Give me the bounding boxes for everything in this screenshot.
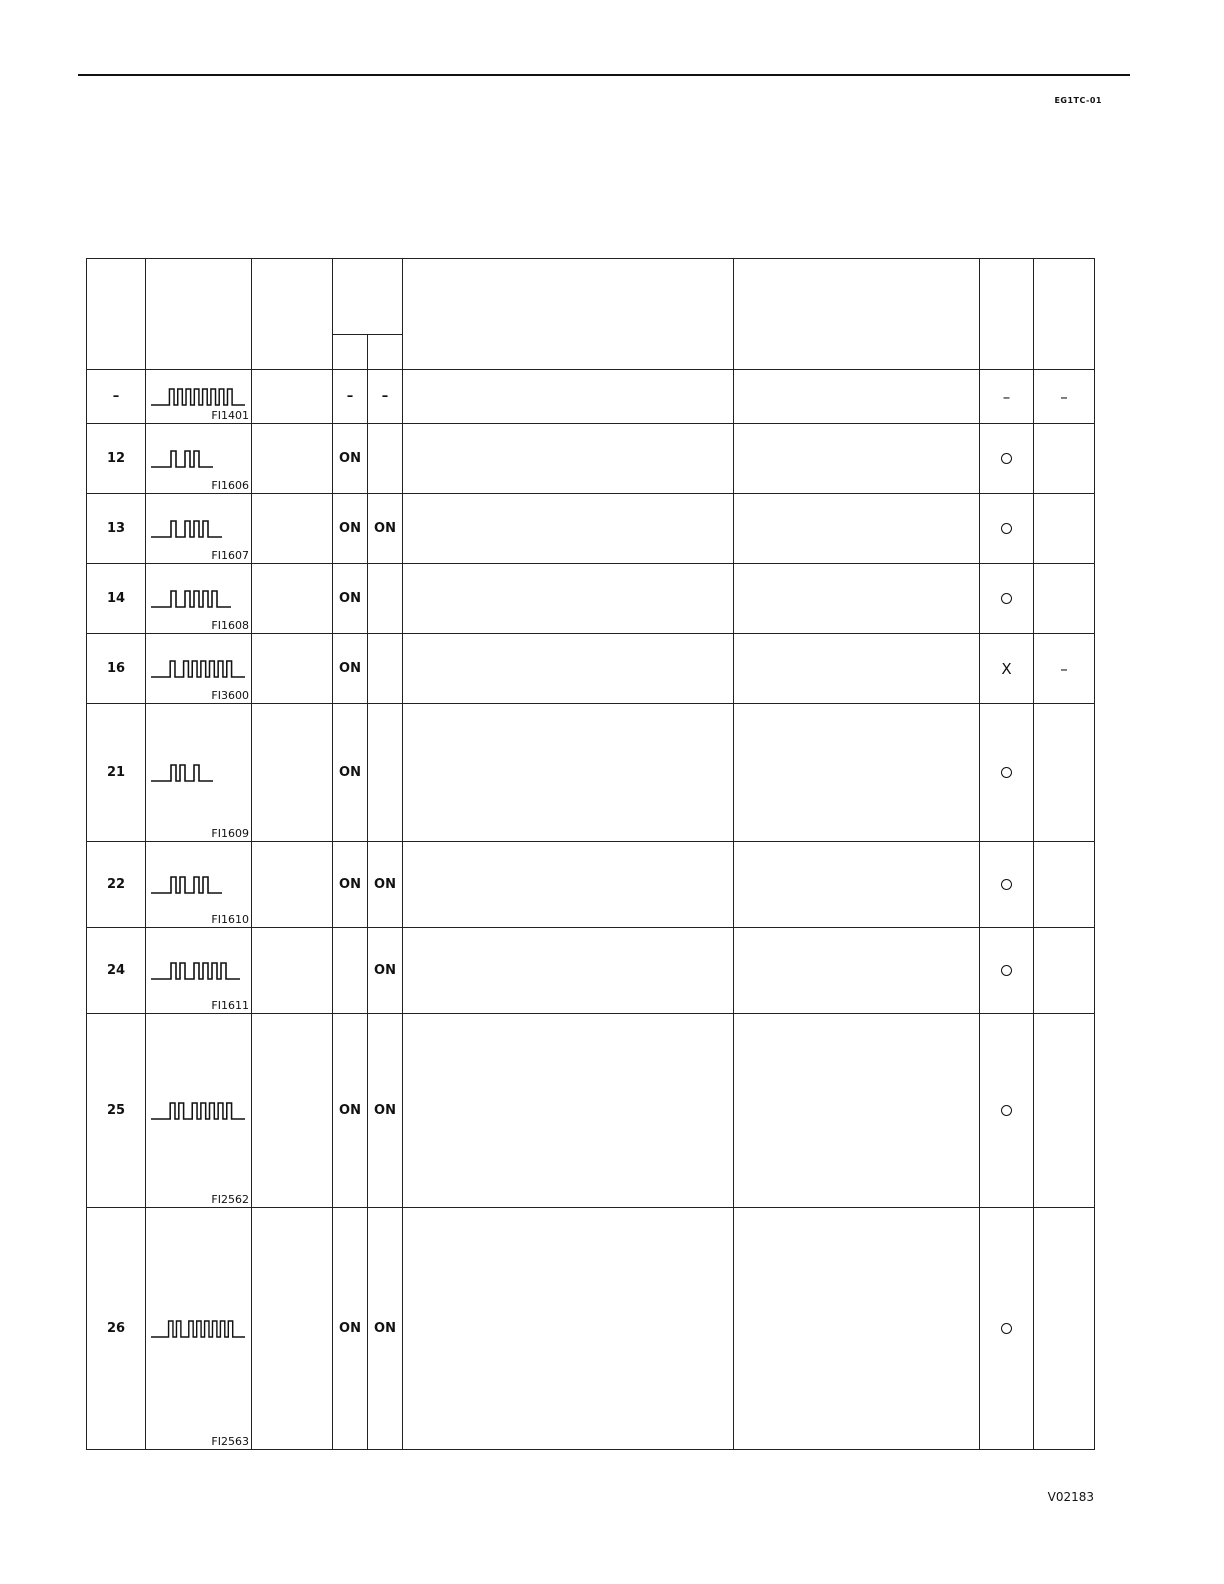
pulse-waveform-line [151, 1321, 245, 1337]
blank-cell [252, 564, 333, 634]
blink-pattern [146, 564, 252, 634]
pulse-waveform-line [151, 591, 231, 607]
pulse-waveform-line [151, 451, 213, 467]
mark-cell-b: – [1034, 634, 1095, 704]
table-row [87, 634, 1095, 704]
status-cell-a: ON [333, 704, 368, 842]
header-subcell-a [333, 335, 368, 370]
blank-cell [252, 494, 333, 564]
blink-pattern [146, 634, 252, 704]
status-cell-b [368, 424, 403, 494]
header-cell-7 [734, 259, 980, 370]
status-cell-a: ON [333, 842, 368, 928]
mark-cell-a [980, 424, 1034, 494]
figure-label: FI1610 [211, 913, 249, 926]
table-header-row-top [87, 259, 1095, 335]
blank-cell [252, 704, 333, 842]
blank-cell [734, 1014, 980, 1208]
blank-cell [252, 1014, 333, 1208]
figure-label: FI1608 [211, 619, 249, 632]
blank-cell [252, 424, 333, 494]
blank-cell [734, 370, 980, 424]
blink-pattern [146, 928, 252, 1014]
code-number: 21 [87, 704, 146, 842]
blank-cell [252, 842, 333, 928]
circle-mark-icon [1001, 593, 1012, 604]
table-row [87, 928, 1095, 1014]
table-row [87, 494, 1095, 564]
blank-cell [252, 370, 333, 424]
mark-cell-a [980, 928, 1034, 1014]
status-cell-b [368, 634, 403, 704]
figure-label: FI2563 [211, 1435, 249, 1448]
mark-cell-a: – [980, 370, 1034, 424]
header-cell-pattern [146, 259, 252, 370]
code-number: 16 [87, 634, 146, 704]
mark-cell-b [1034, 424, 1095, 494]
pulse-waveform-icon [151, 1099, 245, 1123]
blank-cell [403, 842, 734, 928]
mark-cell-b: – [1034, 370, 1095, 424]
pulse-waveform-icon [151, 657, 245, 681]
blink-pattern [146, 494, 252, 564]
circle-mark-icon [1001, 453, 1012, 464]
blank-cell [734, 704, 980, 842]
table-row [87, 424, 1095, 494]
figure-label: FI3600 [211, 689, 249, 702]
circle-mark-icon [1001, 1323, 1012, 1334]
mark-cell-b [1034, 494, 1095, 564]
circle-mark-icon [1001, 965, 1012, 976]
top-rule [78, 74, 1130, 76]
table-row [87, 1014, 1095, 1208]
blank-cell [252, 634, 333, 704]
blank-cell [734, 928, 980, 1014]
blank-cell [734, 494, 980, 564]
mark-cell-b [1034, 928, 1095, 1014]
pulse-waveform-line [151, 877, 222, 893]
blank-cell [403, 634, 734, 704]
mark-cell-b [1034, 1014, 1095, 1208]
diagnostic-code-table [86, 258, 1095, 1450]
blink-pattern [146, 1014, 252, 1208]
blank-cell [403, 494, 734, 564]
status-cell-a: – [333, 370, 368, 424]
blank-cell [403, 564, 734, 634]
figure-label: FI1607 [211, 549, 249, 562]
header-cell-code [87, 259, 146, 370]
table-row [87, 564, 1095, 634]
blink-pattern [146, 842, 252, 928]
status-cell-a: ON [333, 424, 368, 494]
status-cell-b: – [368, 370, 403, 424]
blank-cell [403, 928, 734, 1014]
mark-cell-b [1034, 704, 1095, 842]
mark-cell-b [1034, 842, 1095, 928]
pulse-waveform-line [151, 963, 240, 979]
blank-cell [734, 634, 980, 704]
code-number: 22 [87, 842, 146, 928]
blink-pattern [146, 1208, 252, 1450]
blank-cell [403, 1208, 734, 1450]
status-cell-a: ON [333, 1208, 368, 1450]
blank-cell [252, 928, 333, 1014]
pulse-waveform-icon [151, 447, 245, 471]
code-number: 26 [87, 1208, 146, 1450]
table-row [87, 1208, 1095, 1450]
circle-mark-icon [1001, 767, 1012, 778]
circle-mark-icon [1001, 879, 1012, 890]
pulse-waveform-line [151, 1103, 245, 1119]
mark-cell-a [980, 704, 1034, 842]
blank-cell [403, 370, 734, 424]
pulse-waveform-line [151, 521, 222, 537]
mark-cell-a: X [980, 634, 1034, 704]
figure-id: V02183 [1047, 1490, 1094, 1504]
code-number: 24 [87, 928, 146, 1014]
blank-cell [403, 424, 734, 494]
blank-cell [734, 424, 980, 494]
status-cell-a: ON [333, 494, 368, 564]
mark-cell-b [1034, 1208, 1095, 1450]
pulse-waveform-line [151, 765, 213, 781]
figure-label: FI1609 [211, 827, 249, 840]
blank-cell [403, 1014, 734, 1208]
status-cell-b: ON [368, 1208, 403, 1450]
status-cell-a: ON [333, 634, 368, 704]
mark-cell-a [980, 564, 1034, 634]
pulse-waveform-icon [151, 517, 245, 541]
header-cell-3 [252, 259, 333, 370]
status-cell-a: ON [333, 1014, 368, 1208]
table-row [87, 842, 1095, 928]
mark-cell-a [980, 1208, 1034, 1450]
figure-label: FI1611 [211, 999, 249, 1012]
status-cell-b [368, 704, 403, 842]
blank-cell [252, 1208, 333, 1450]
mark-cell-a [980, 494, 1034, 564]
blink-pattern [146, 370, 252, 424]
status-cell-b: ON [368, 1014, 403, 1208]
figure-label: FI1401 [211, 409, 249, 422]
status-cell-b: ON [368, 842, 403, 928]
pulse-waveform-line [151, 389, 245, 405]
header-cell-8 [980, 259, 1034, 370]
code-number: 12 [87, 424, 146, 494]
blank-cell [734, 842, 980, 928]
header-cell-6 [403, 259, 734, 370]
code-number: – [87, 370, 146, 424]
code-number: 13 [87, 494, 146, 564]
mark-cell-a [980, 842, 1034, 928]
header-subcell-b [368, 335, 403, 370]
figure-label: FI1606 [211, 479, 249, 492]
table-row [87, 370, 1095, 424]
header-cell-group [333, 259, 403, 335]
pulse-waveform-line [151, 661, 245, 677]
document-code: EG1TC-01 [1054, 96, 1102, 105]
table-row [87, 704, 1095, 842]
pulse-waveform-icon [151, 959, 245, 983]
blink-pattern [146, 424, 252, 494]
blank-cell [734, 1208, 980, 1450]
code-number: 14 [87, 564, 146, 634]
blank-cell [734, 564, 980, 634]
pulse-waveform-icon [151, 385, 245, 409]
pulse-waveform-icon [151, 761, 245, 785]
blink-pattern [146, 704, 252, 842]
blank-cell [403, 704, 734, 842]
status-cell-a [333, 928, 368, 1014]
mark-cell-b [1034, 564, 1095, 634]
header-cell-9 [1034, 259, 1095, 370]
pulse-waveform-icon [151, 873, 245, 897]
figure-label: FI2562 [211, 1193, 249, 1206]
status-cell-b [368, 564, 403, 634]
circle-mark-icon [1001, 523, 1012, 534]
mark-cell-a [980, 1014, 1034, 1208]
status-cell-a: ON [333, 564, 368, 634]
pulse-waveform-icon [151, 587, 245, 611]
pulse-waveform-icon [151, 1317, 245, 1341]
status-cell-b: ON [368, 494, 403, 564]
circle-mark-icon [1001, 1105, 1012, 1116]
code-number: 25 [87, 1014, 146, 1208]
status-cell-b: ON [368, 928, 403, 1014]
